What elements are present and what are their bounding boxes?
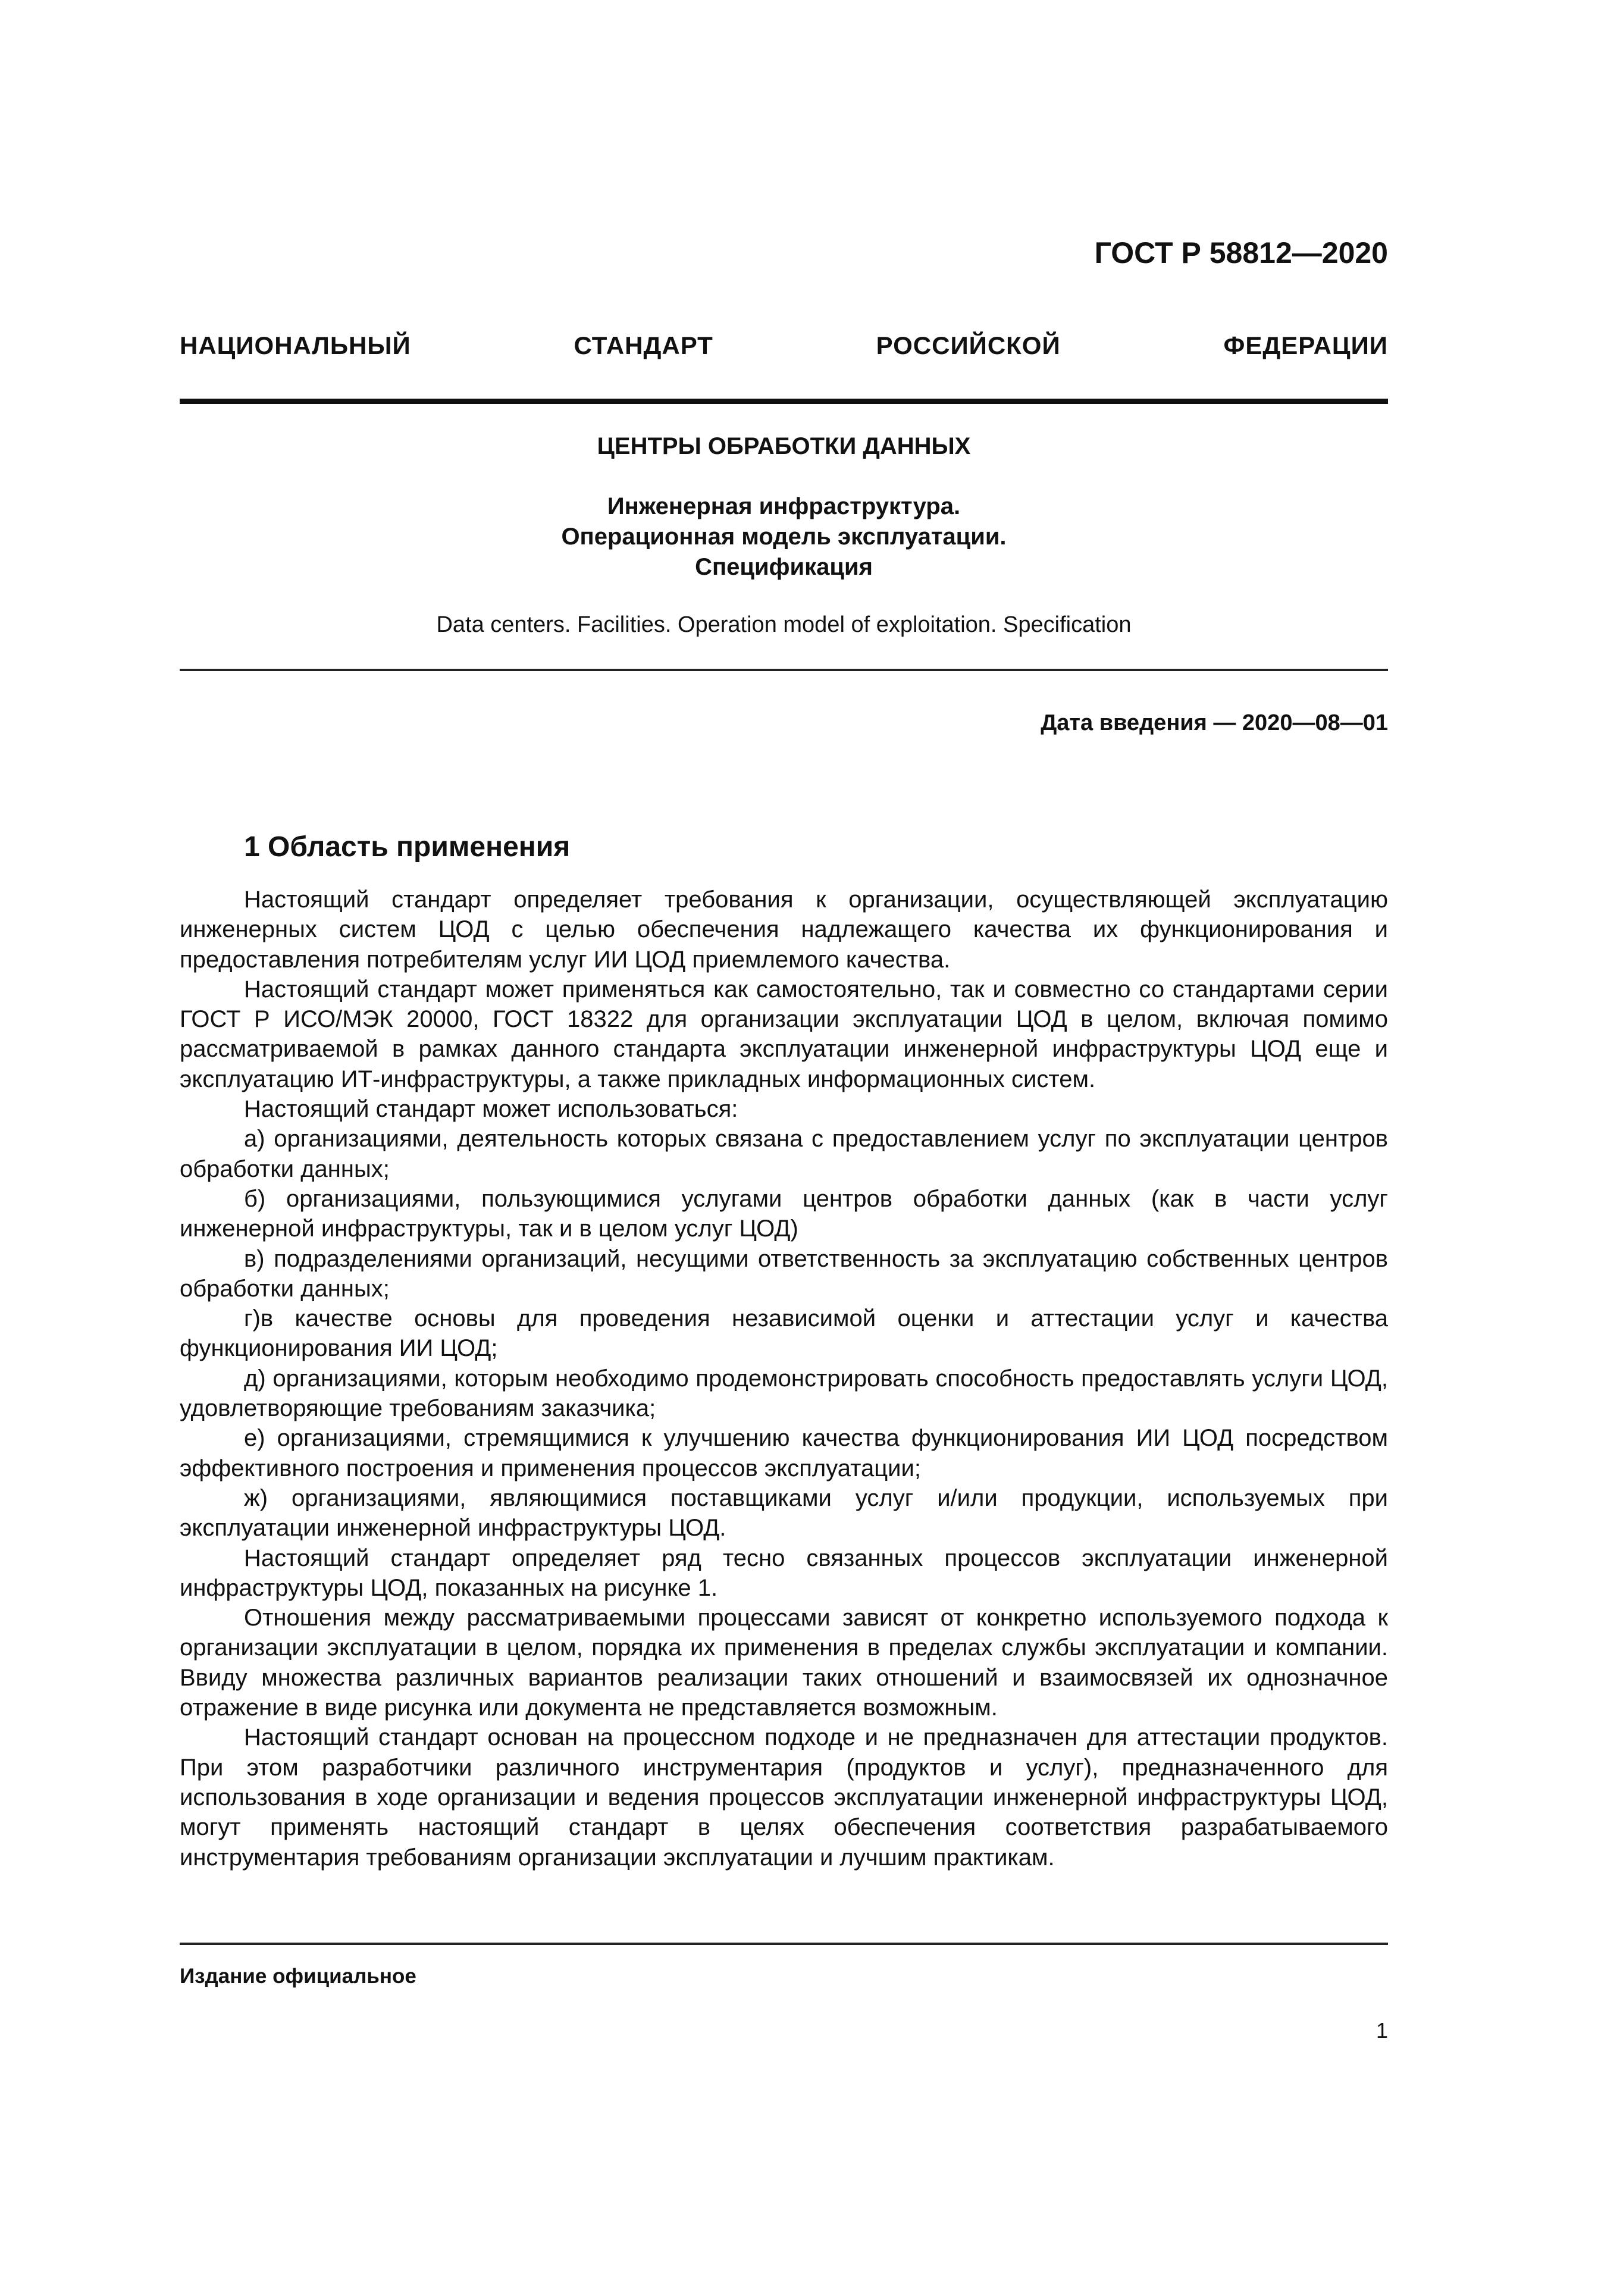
document-title: ЦЕНТРЫ ОБРАБОТКИ ДАННЫХ (597, 433, 971, 459)
page-number: 1 (1376, 2018, 1388, 2043)
paragraph: Отношения между рассматриваемыми процессами зависят от конкретно используемого подхода к организации эксплуатации в целом, порядка их применения в пределах службы эксплуатации и компании. Ввиду множества различных вариантов реализации таких отношений и взаимосвязей их однозначное отражение в виде рисунка или документа не представляется возможным. (180, 1605, 1388, 1721)
list-item: б) организациями, пользующимися услугами центров обработки данных (как в части услуг инженерной инфраструктуры, так и в целом услуг ЦОД) (180, 1185, 1388, 1242)
paragraph: Настоящий стандарт определяет ряд тесно связанных процессов эксплуатации инженерной инфраструктуры ЦОД, показанных на рисунке 1. (180, 1545, 1388, 1601)
list-item: в) подразделениями организаций, несущими ответственность за эксплуатацию собственных центров обработки данных; (180, 1245, 1388, 1302)
paragraph: Настоящий стандарт может использоваться: (244, 1096, 738, 1123)
list-item: а) организациями, деятельность которых связана с предоставлением услуг по эксплуатации центров обработки данных; (180, 1126, 1388, 1182)
list-item: е) организациями, стремящимися к улучшению качества функционирования ИИ ЦОД посредством эффективного построения и применения процессов эксплуатации; (180, 1425, 1388, 1481)
paragraph: Настоящий стандарт может применяться как самостоятельно, так и совместно со стандартами серии ГОСТ Р ИСО/МЭК 20000, ГОСТ 18322 для организации эксплуатации ЦОД в целом, включая помимо рассматриваемой в рамках данного стандарта эксплуатации инженерной инфраструктуры ЦОД еще и эксплуатацию ИТ-инфраструктуры, а также прикладных информационных систем. (180, 976, 1388, 1092)
paragraph: Настоящий стандарт основан на процессном подходе и не предназначен для аттестации продуктов. При этом разработчики различного инструментария (продуктов и услуг), предназначенного для использования в ходе организации и ведения процессов эксплуатации инженерной инфраструктуры ЦОД, могут применять настоящий стандарт в целях обеспечения соответствия разрабатываемого инструментария требованиям организации эксплуатации и лучшим практикам. (180, 1724, 1388, 1871)
list-item: д) организациями, которым необходимо продемонстрировать способность предоставлять услуги ЦОД, удовлетворяющие требованиям заказчика; (180, 1365, 1388, 1422)
paragraph: Настоящий стандарт определяет требования к организации, осуществляющей эксплуатацию инженерных систем ЦОД с целью обеспечения надлежащего качества их функционирования и предоставления потребителям услуг ИИ ЦОД приемлемого качества. (180, 887, 1388, 973)
subtitle-line: Инженерная инфраструктура. (607, 493, 961, 519)
document-number: ГОСТ Р 58812—2020 (1094, 236, 1388, 270)
list-item: г)в качестве основы для проведения независимой оценки и аттестации услуг и качества функционирования ИИ ЦОД; (180, 1305, 1388, 1362)
subtitle-line: Спецификация (695, 554, 873, 580)
section-body (180, 885, 1388, 1872)
national-standard-heading: НАЦИОНАЛЬНЫЙ СТАНДАРТ РОССИЙСКОЙ ФЕДЕРАЦИИ (180, 331, 1388, 359)
english-title: Data centers. Facilities. Operation model of exploitation. Specification (436, 612, 1132, 637)
subtitle-line: Операционная модель эксплуатации. (561, 524, 1007, 550)
list-item: ж) организациями, являющимися поставщиками услуг и/или продукции, используемых при эксплуатации инженерной инфраструктуры ЦОД. (180, 1484, 1388, 1542)
section-heading: 1 Область применения (244, 831, 571, 863)
footer-divider (180, 1943, 1388, 1945)
introduction-date: Дата введения — 2020—08—01 (1041, 710, 1388, 735)
title-divider (180, 669, 1388, 671)
document-subtitle (180, 491, 1388, 582)
edition-label: Издание официальное (180, 1965, 416, 1988)
header-divider (180, 399, 1388, 404)
